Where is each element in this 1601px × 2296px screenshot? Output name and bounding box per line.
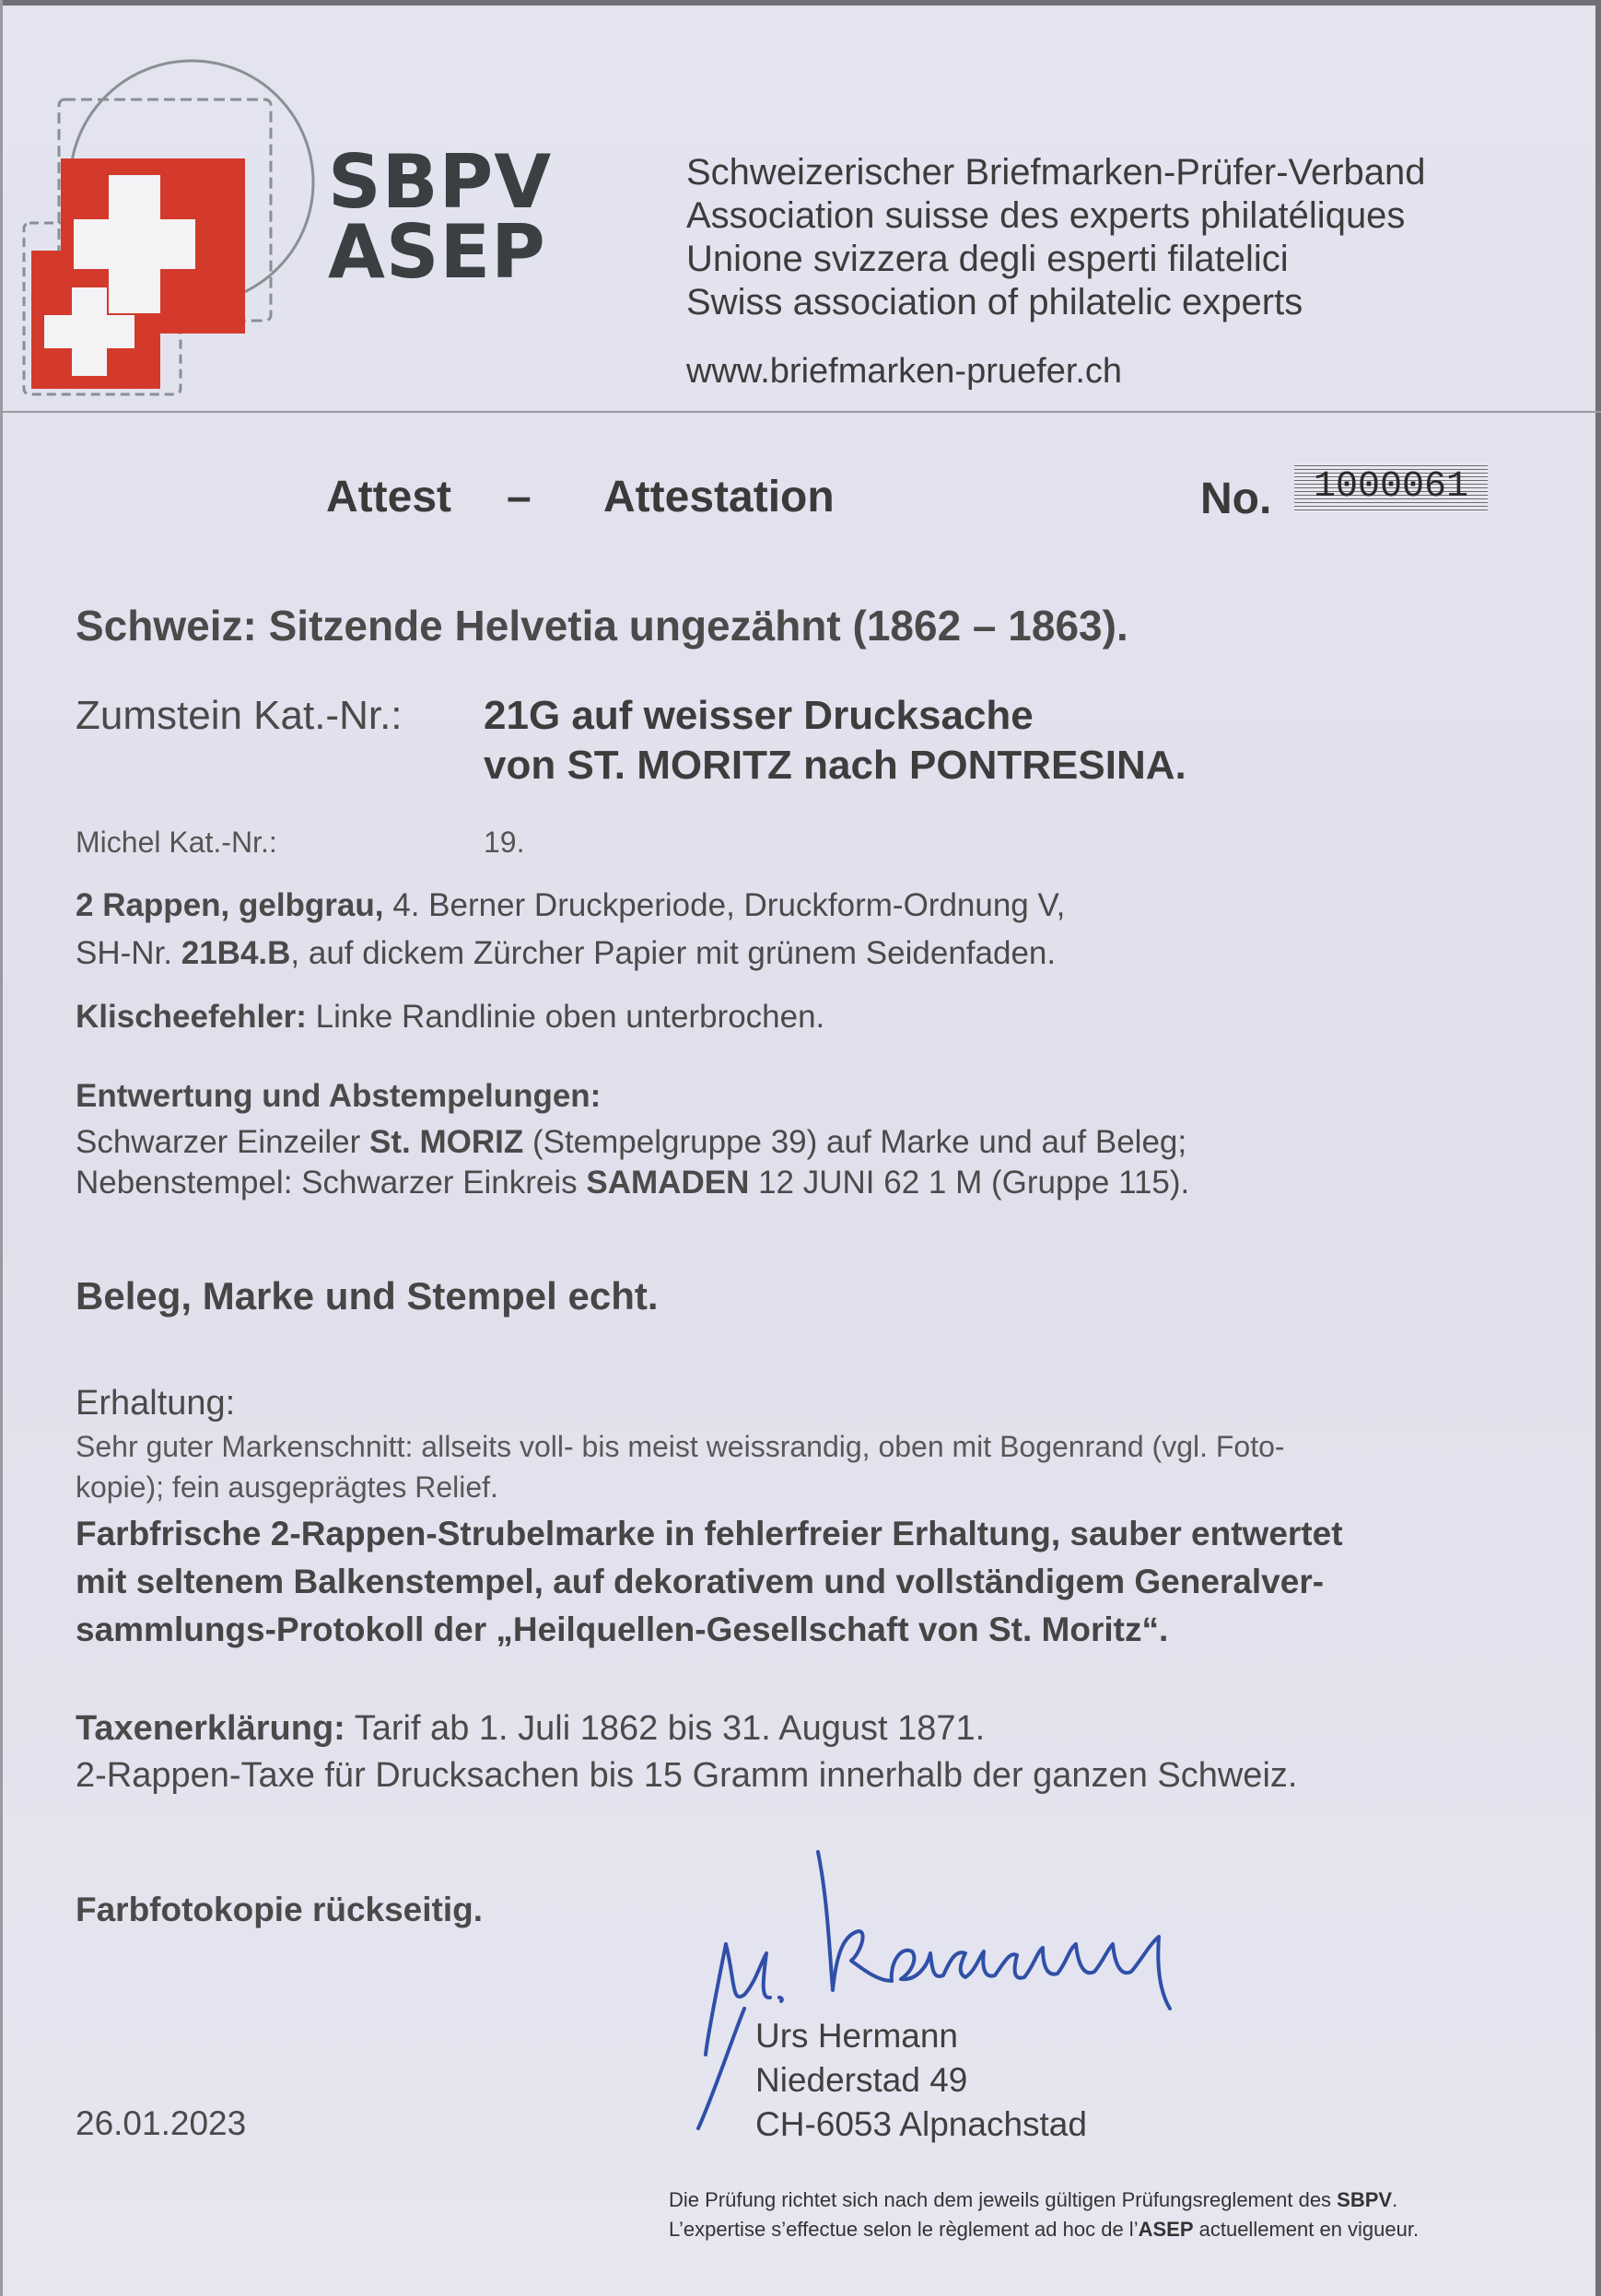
michel-label: Michel Kat.-Nr.: bbox=[76, 826, 277, 859]
heading-dash: – bbox=[507, 473, 532, 521]
description-line2-rest: , auf dickem Zürcher Papier mit grünem Seidenfaden. bbox=[290, 935, 1057, 971]
zumstein-label: Zumstein Kat.-Nr.: bbox=[76, 693, 403, 738]
page-border-right bbox=[1595, 0, 1601, 2296]
certificate-number: 1000061 bbox=[1294, 463, 1488, 512]
description-line2 bbox=[76, 935, 1056, 972]
attest-label: Attest bbox=[326, 473, 452, 521]
erhaltung-line1: Sehr guter Markenschnitt: allseits voll- bis meist weissrandig, oben mit Bogenrand (vgl. Foto- bbox=[76, 1430, 1285, 1463]
signatory-street: Niederstad 49 bbox=[755, 2061, 968, 2099]
denomination-text: 2 Rappen, gelbgrau, bbox=[76, 887, 384, 923]
certificate-number-label: No. bbox=[1200, 474, 1272, 523]
brand-line-asep: ASEP bbox=[328, 209, 546, 295]
michel-value: 19. bbox=[484, 826, 525, 859]
brand-line-sbpv: SBPV bbox=[328, 139, 553, 225]
footer-de-pre: Die Prüfung richtet sich nach dem jeweils gültigen Prüfungsreglement des bbox=[669, 2188, 1338, 2211]
summary-line3: sammlungs-Protokoll der „Heilquellen-Gesellschaft von St. Moritz“. bbox=[76, 1611, 1169, 1648]
photocopy-note: Farbfotokopie rückseitig. bbox=[76, 1891, 484, 1928]
taxe-line2: 2-Rappen-Taxe für Drucksachen bis 15 Gramm innerhalb der ganzen Schweiz. bbox=[76, 1756, 1298, 1795]
org-name-en: Swiss association of philatelic experts bbox=[686, 282, 1303, 322]
entwertung-line2-post: 12 JUNI 62 1 M (Gruppe 115). bbox=[749, 1165, 1190, 1201]
zumstein-value-line1: 21G auf weisser Drucksache bbox=[484, 693, 1034, 738]
org-name-de: Schweizerischer Briefmarken-Prüfer-Verband bbox=[686, 152, 1426, 193]
taxe-line1 bbox=[76, 1709, 985, 1749]
header-divider bbox=[0, 411, 1601, 413]
klischee-label: Klischeefehler: bbox=[76, 999, 307, 1035]
summary-line2: mit seltenem Balkenstempel, auf dekorativem und vollständigem Generalver- bbox=[76, 1563, 1325, 1600]
footer-de-post: . bbox=[1392, 2188, 1398, 2211]
footer-line-de bbox=[669, 2188, 1397, 2212]
zumstein-value-line2: von ST. MORITZ nach PONTRESINA. bbox=[484, 743, 1186, 788]
entwertung-line1-pre: Schwarzer Einzeiler bbox=[76, 1124, 369, 1160]
attestation-label: Attestation bbox=[603, 473, 835, 521]
signatory-city: CH-6053 Alpnachstad bbox=[755, 2105, 1087, 2143]
klischee-text: Linke Randlinie oben unterbrochen. bbox=[306, 999, 825, 1035]
page-border-left bbox=[0, 0, 3, 2296]
entwertung-line1-post: (Stempelgruppe 39) auf Marke und auf Beleg; bbox=[523, 1124, 1187, 1160]
description-line1-rest: 4. Berner Druckperiode, Druckform-Ordnung V, bbox=[383, 887, 1066, 923]
organization-names bbox=[686, 151, 1426, 324]
brand-logotype bbox=[328, 139, 553, 295]
footer-fr-asep: ASEP bbox=[1138, 2218, 1194, 2241]
footer-de-sbpv: SBPV bbox=[1337, 2188, 1393, 2211]
genuine-statement: Beleg, Marke und Stempel echt. bbox=[76, 1274, 659, 1318]
issue-date: 26.01.2023 bbox=[76, 2104, 247, 2142]
sh-number-label: SH-Nr. bbox=[76, 935, 181, 971]
sh-number-value: 21B4.B bbox=[181, 935, 291, 971]
website-link[interactable]: www.briefmarken-pruefer.ch bbox=[686, 352, 1123, 391]
entwertung-line2-pre: Nebenstempel: Schwarzer Einkreis bbox=[76, 1165, 587, 1201]
certificate-title: Schweiz: Sitzende Helvetia ungezähnt (1862 – 1863). bbox=[76, 602, 1128, 650]
footer-fr-post: actuellement en vigueur. bbox=[1193, 2218, 1420, 2241]
erhaltung-heading: Erhaltung: bbox=[76, 1384, 236, 1423]
taxe-line1-rest: Tarif ab 1. Juli 1862 bis 31. August 1871. bbox=[345, 1709, 986, 1748]
klischee-line bbox=[76, 999, 824, 1036]
entwertung-heading: Entwertung und Abstempelungen: bbox=[76, 1078, 602, 1114]
org-name-fr: Association suisse des experts philatéliques bbox=[686, 195, 1406, 236]
entwertung-line1 bbox=[76, 1124, 1186, 1161]
summary-line1: Farbfrische 2-Rappen-Strubelmarke in fehlerfreier Erhaltung, sauber entwertet bbox=[76, 1515, 1343, 1552]
sbpv-logo-icon bbox=[7, 57, 321, 407]
footer-fr-pre: L’expertise s’effectue selon le règlement ad hoc de l’ bbox=[669, 2218, 1139, 2241]
footer-line-fr bbox=[669, 2218, 1419, 2242]
page-border-top bbox=[0, 0, 1601, 6]
taxe-label: Taxenerklärung: bbox=[76, 1709, 345, 1748]
signatory-name: Urs Hermann bbox=[755, 2017, 958, 2055]
entwertung-line2 bbox=[76, 1165, 1189, 1201]
description-line1 bbox=[76, 887, 1065, 924]
erhaltung-line2: kopie); fein ausgeprägtes Relief. bbox=[76, 1470, 498, 1504]
cancel-name-samaden: SAMADEN bbox=[586, 1165, 750, 1201]
cancel-name-st-moriz: St. MORIZ bbox=[369, 1124, 524, 1160]
org-name-it: Unione svizzera degli esperti filatelici bbox=[686, 239, 1289, 279]
